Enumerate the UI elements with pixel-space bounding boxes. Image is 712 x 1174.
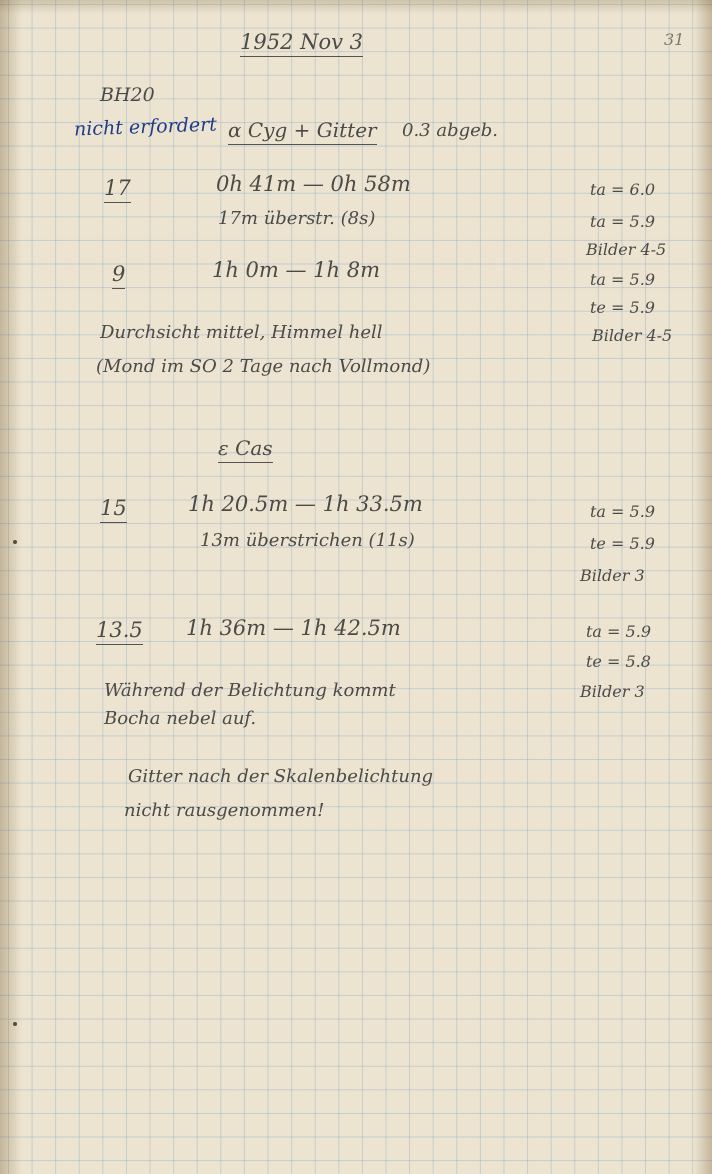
remark-line: Gitter nach der Skalenbelichtung	[128, 766, 434, 787]
entry-number: 9	[112, 262, 125, 289]
right-value: ta = 5.9	[590, 270, 655, 289]
right-value: te = 5.9	[590, 298, 655, 317]
right-value: Bilder 4-5	[586, 240, 667, 259]
object-title: ε Cas	[218, 436, 273, 463]
block-label: BH20	[100, 84, 155, 106]
remark-line: Durchsicht mittel, Himmel hell	[100, 322, 383, 343]
right-value: Bilder 3	[580, 682, 645, 701]
right-value: ta = 5.9	[586, 622, 651, 641]
right-value: ta = 5.9	[590, 502, 655, 521]
right-value: ta = 5.9	[590, 212, 655, 231]
remark-line: nicht rausgenommen!	[124, 800, 325, 821]
entry-time: 1h 20.5m — 1h 33.5m	[188, 492, 423, 516]
remark-line: (Mond im SO 2 Tage nach Vollmond)	[96, 356, 431, 377]
right-value: Bilder 4-5	[592, 326, 673, 345]
entry-number: 15	[100, 496, 127, 523]
filter-note: 0.3 abgeb.	[402, 120, 499, 141]
entry-time: 1h 0m — 1h 8m	[212, 258, 381, 282]
object-title: α Cyg + Gitter	[228, 118, 377, 145]
entry-subnote: 13m überstrichen (11s)	[200, 530, 415, 551]
page-top-shadow	[0, 0, 712, 14]
entry-time: 1h 36m — 1h 42.5m	[186, 616, 401, 640]
entry-time: 0h 41m — 0h 58m	[216, 172, 411, 196]
remark-line: Während der Belichtung kommt	[104, 680, 396, 701]
right-value: ta = 6.0	[590, 180, 655, 199]
page-number: 31	[664, 30, 685, 49]
remark-line: Bocha nebel auf.	[104, 708, 257, 729]
right-value: te = 5.8	[586, 652, 651, 671]
page-right-shadow	[694, 0, 712, 1174]
entry-number: 17	[104, 176, 131, 203]
right-value: te = 5.9	[590, 534, 655, 553]
entry-subnote: 17m überstr. (8s)	[218, 208, 376, 229]
binding-hole	[13, 540, 17, 544]
blue-note: nicht erfordert	[73, 113, 218, 141]
entry-number: 13.5	[96, 618, 143, 645]
binding-hole	[13, 1022, 17, 1026]
right-value: Bilder 3	[580, 566, 645, 585]
page-date: 1952 Nov 3	[240, 30, 363, 57]
page-left-shadow	[0, 0, 22, 1174]
